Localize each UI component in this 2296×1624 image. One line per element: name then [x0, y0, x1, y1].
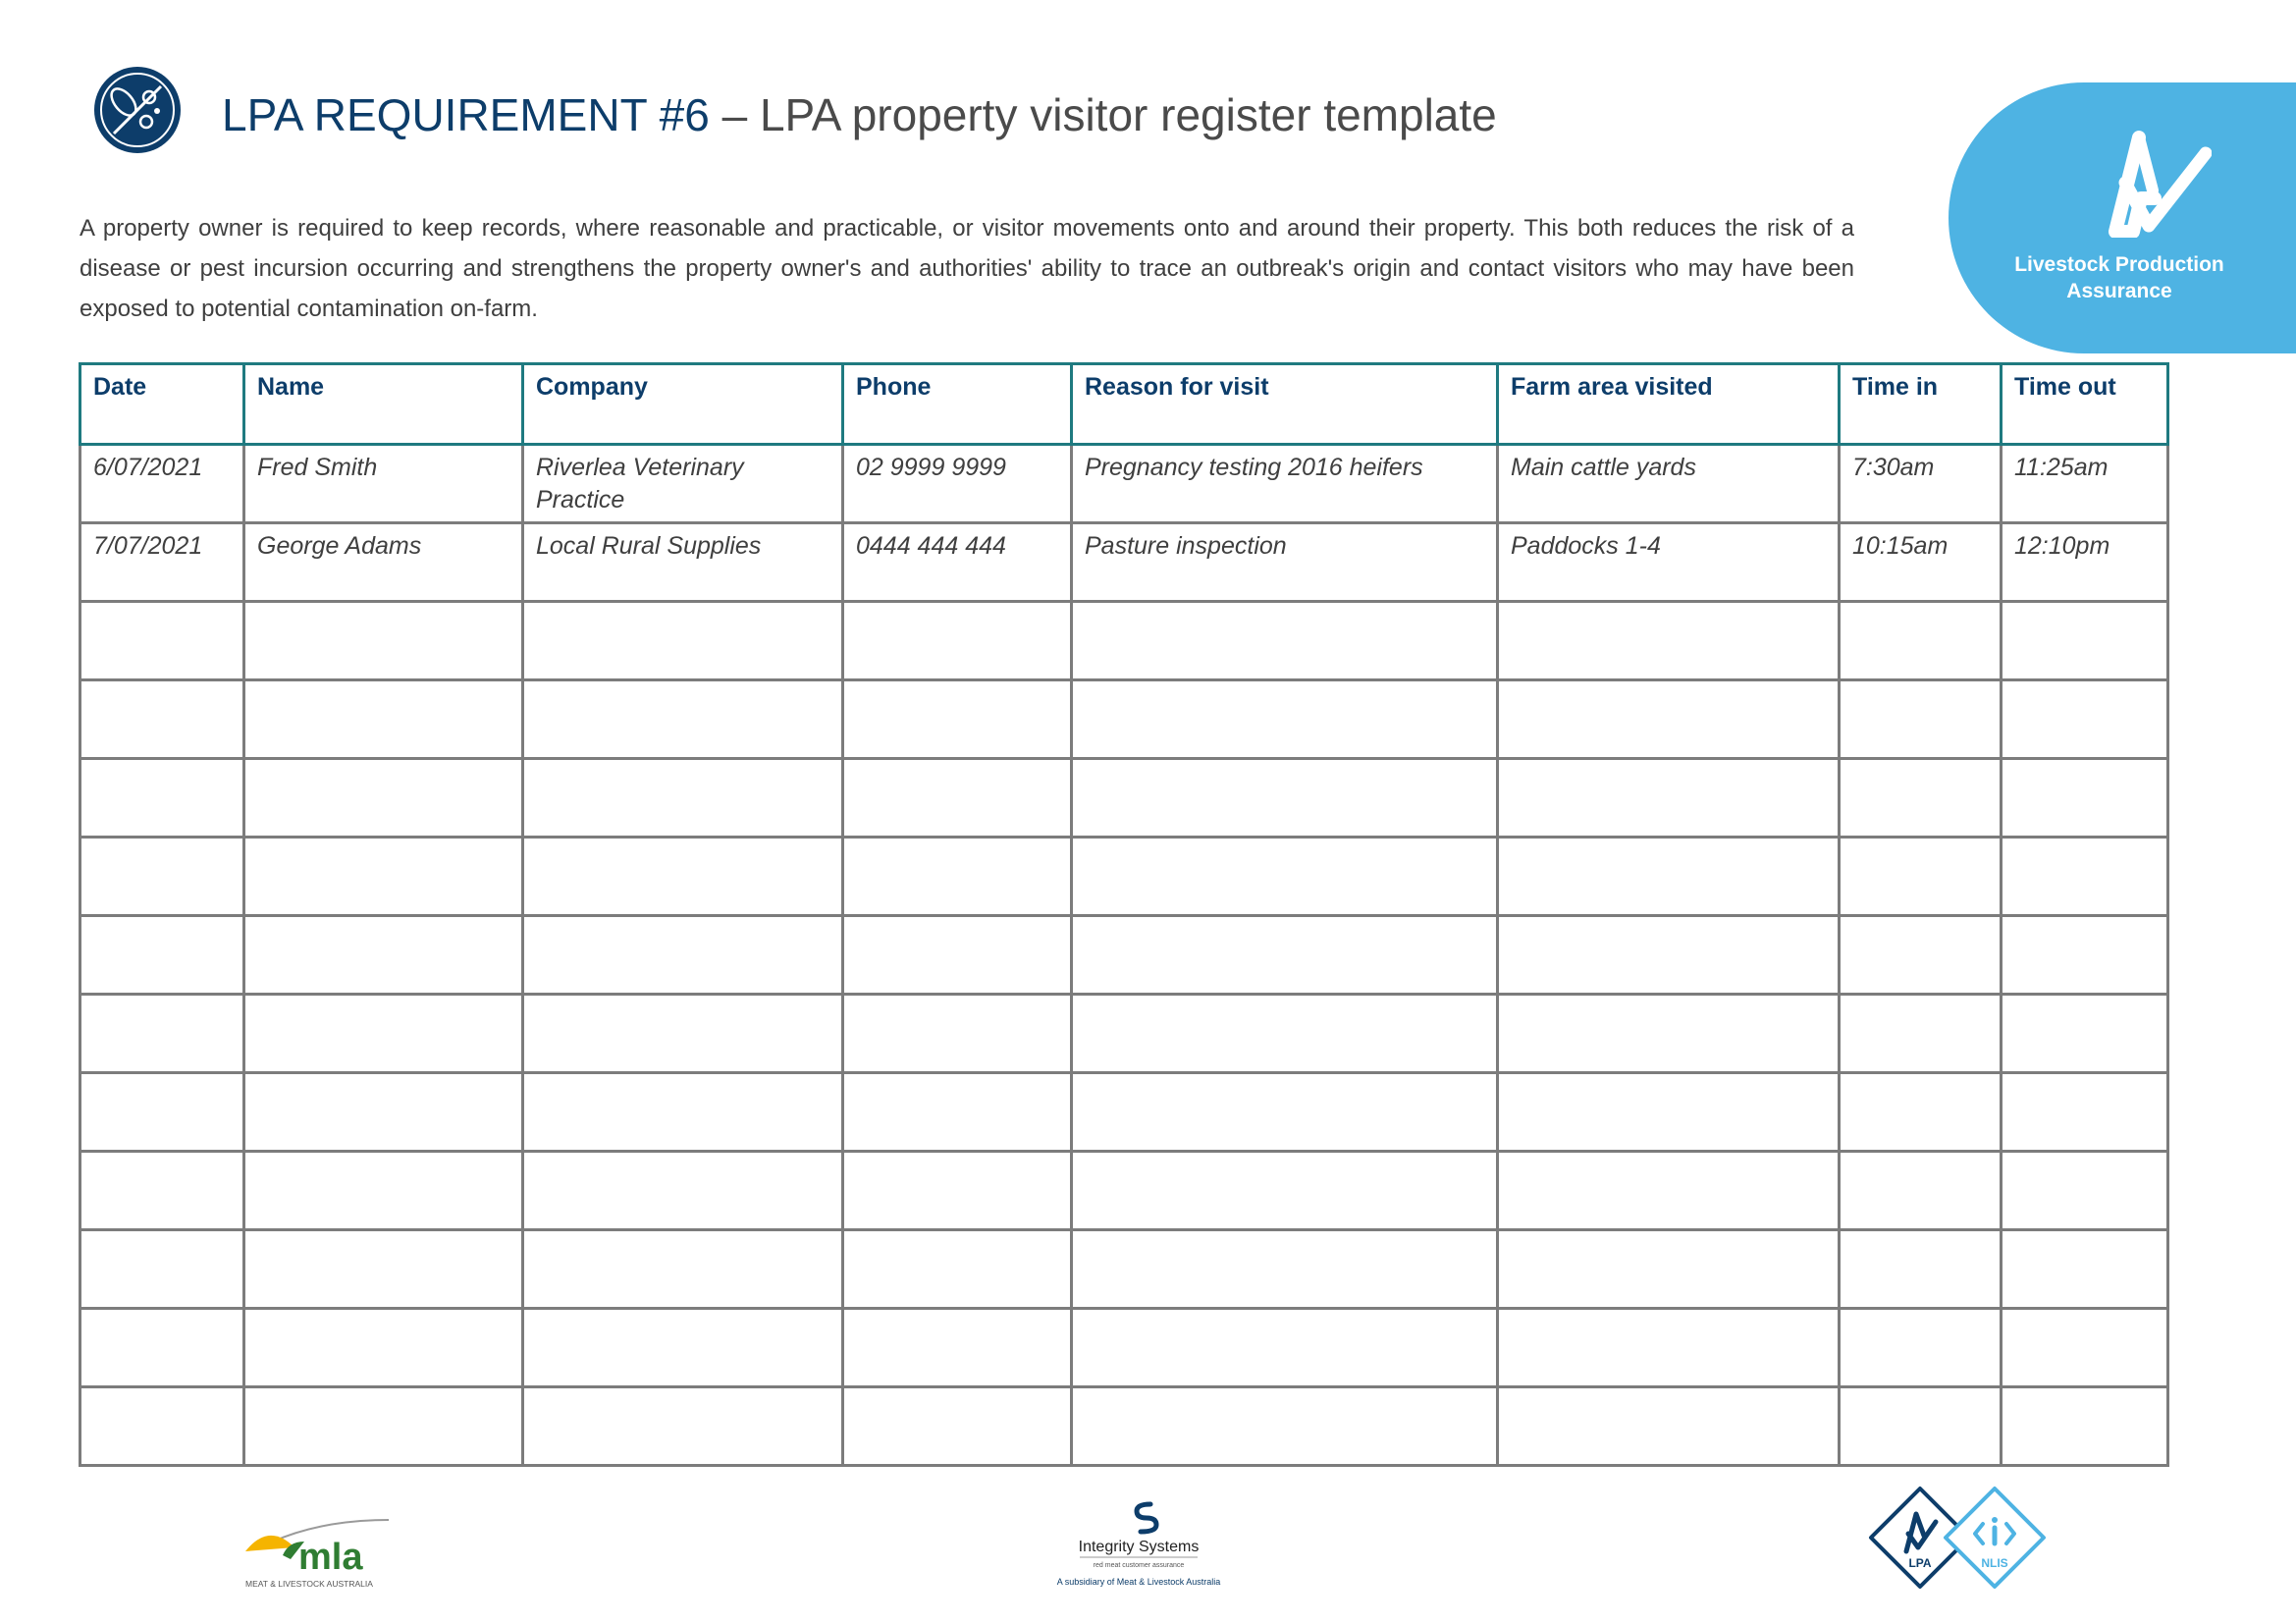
column-header-name: Name	[244, 364, 523, 445]
cell-time-out: 12:10pm	[2002, 523, 2168, 602]
cell-farm-area	[1498, 838, 1840, 916]
intro-paragraph: A property owner is required to keep records, where reasonable and practicable, or visitor movements onto and around their property. This both reduces the risk of a disease or pest incursion occurring and strengthens the property owner's and authorities' ability to trace an outbreak's origin and contact visitors who may have been exposed to potential contamination on-farm.	[80, 215, 1854, 322]
visitor-register-table	[79, 362, 2169, 1467]
cell-time-out	[2002, 759, 2168, 838]
mla-logo	[243, 1512, 393, 1591]
cell-time-out	[2002, 916, 2168, 995]
cell-name	[244, 1230, 523, 1309]
integrity-subsidiary: A subsidiary of Meat & Livestock Australia	[1056, 1577, 1221, 1587]
cell-farm-area	[1498, 1387, 1840, 1466]
cell-reason	[1072, 680, 1498, 759]
badge-line-1: Livestock Production	[2014, 253, 2224, 276]
cell-name	[244, 916, 523, 995]
cell-name	[244, 680, 523, 759]
biosecurity-icon	[92, 65, 183, 155]
column-header-time-in: Time in	[1840, 364, 2002, 445]
cell-company	[523, 838, 843, 916]
cell-time-out	[2002, 1309, 2168, 1387]
cell-reason	[1072, 916, 1498, 995]
column-header-date: Date	[80, 364, 244, 445]
cell-farm-area	[1498, 602, 1840, 680]
nlis-label: NLIS	[1981, 1556, 2008, 1570]
cell-phone	[843, 916, 1072, 995]
table-row	[80, 838, 2168, 916]
integrity-systems-logo	[1041, 1498, 1237, 1593]
table-row	[80, 1309, 2168, 1387]
cell-phone	[843, 1152, 1072, 1230]
cell-date	[80, 916, 244, 995]
cell-farm-area	[1498, 680, 1840, 759]
cell-name: Fred Smith	[244, 445, 523, 523]
lpa-label: LPA	[1908, 1556, 1932, 1570]
cell-time-in	[1840, 1309, 2002, 1387]
column-header-farm-area: Farm area visited	[1498, 364, 1840, 445]
cell-phone: 0444 444 444	[843, 523, 1072, 602]
cell-reason	[1072, 995, 1498, 1073]
cell-phone	[843, 680, 1072, 759]
table-row	[80, 995, 2168, 1073]
cell-phone	[843, 759, 1072, 838]
cell-date	[80, 1387, 244, 1466]
cell-reason	[1072, 1152, 1498, 1230]
cell-farm-area: Paddocks 1-4	[1498, 523, 1840, 602]
cell-company	[523, 602, 843, 680]
table-row	[80, 916, 2168, 995]
integrity-tagline: red meat customer assurance	[1093, 1562, 1185, 1569]
cell-name	[244, 838, 523, 916]
cell-time-in	[1840, 1152, 2002, 1230]
cell-time-out	[2002, 838, 2168, 916]
cell-time-in	[1840, 680, 2002, 759]
cell-company	[523, 680, 843, 759]
cell-reason	[1072, 1309, 1498, 1387]
cell-phone: 02 9999 9999	[843, 445, 1072, 523]
cell-date	[80, 995, 244, 1073]
cell-phone	[843, 995, 1072, 1073]
cell-phone	[843, 1309, 1072, 1387]
cell-time-out	[2002, 1073, 2168, 1152]
mla-caption: MEAT & LIVESTOCK AUSTRALIA	[245, 1579, 373, 1589]
cell-date	[80, 838, 244, 916]
page-title	[222, 86, 1497, 143]
cell-date: 7/07/2021	[80, 523, 244, 602]
cell-date	[80, 1230, 244, 1309]
column-header-reason: Reason for visit	[1072, 364, 1498, 445]
cell-phone	[843, 602, 1072, 680]
cell-farm-area	[1498, 916, 1840, 995]
cell-time-in	[1840, 838, 2002, 916]
cell-company	[523, 759, 843, 838]
mla-wordmark: mla	[298, 1537, 363, 1578]
cell-name	[244, 1309, 523, 1387]
cell-time-out	[2002, 1152, 2168, 1230]
requirement-label: LPA REQUIREMENT #6	[222, 89, 710, 140]
cell-farm-area	[1498, 1230, 1840, 1309]
cell-time-out	[2002, 1230, 2168, 1309]
cell-reason	[1072, 1230, 1498, 1309]
column-header-company: Company	[523, 364, 843, 445]
cell-farm-area	[1498, 1073, 1840, 1152]
cell-company	[523, 1152, 843, 1230]
column-header-phone: Phone	[843, 364, 1072, 445]
cell-time-in	[1840, 759, 2002, 838]
cell-phone	[843, 838, 1072, 916]
cell-company	[523, 1230, 843, 1309]
cell-reason	[1072, 1387, 1498, 1466]
lpa-tick-icon	[2104, 130, 2212, 238]
cell-time-out	[2002, 995, 2168, 1073]
cell-reason	[1072, 759, 1498, 838]
column-header-time-out: Time out	[2002, 364, 2168, 445]
template-subtitle: – LPA property visitor register template	[721, 89, 1497, 140]
cell-farm-area	[1498, 1152, 1840, 1230]
cell-farm-area	[1498, 1309, 1840, 1387]
cell-time-in	[1840, 1387, 2002, 1466]
cell-name	[244, 1152, 523, 1230]
cell-reason	[1072, 602, 1498, 680]
cell-name	[244, 602, 523, 680]
cell-date	[80, 680, 244, 759]
cell-time-in	[1840, 916, 2002, 995]
cell-time-in: 7:30am	[1840, 445, 2002, 523]
cell-company	[523, 995, 843, 1073]
cell-time-out	[2002, 680, 2168, 759]
table-row	[80, 523, 2168, 602]
cell-time-in	[1840, 1073, 2002, 1152]
cell-reason: Pasture inspection	[1072, 523, 1498, 602]
table-row	[80, 1152, 2168, 1230]
table-row	[80, 1073, 2168, 1152]
cell-reason	[1072, 1073, 1498, 1152]
table-row	[80, 759, 2168, 838]
table-row	[80, 602, 2168, 680]
cell-name	[244, 995, 523, 1073]
table-row	[80, 445, 2168, 523]
integrity-name: Integrity Systems	[1078, 1539, 1200, 1555]
cell-time-in	[1840, 602, 2002, 680]
badge-line-2: Assurance	[2066, 280, 2172, 302]
cell-company	[523, 1073, 843, 1152]
cell-name	[244, 1073, 523, 1152]
cell-reason: Pregnancy testing 2016 heifers	[1072, 445, 1498, 523]
cell-name	[244, 759, 523, 838]
cell-date	[80, 602, 244, 680]
cell-farm-area	[1498, 759, 1840, 838]
table-row	[80, 680, 2168, 759]
cell-time-in	[1840, 995, 2002, 1073]
cell-date	[80, 1152, 244, 1230]
cell-company: Local Rural Supplies	[523, 523, 843, 602]
cell-time-in: 10:15am	[1840, 523, 2002, 602]
cell-company	[523, 916, 843, 995]
table-row	[80, 1230, 2168, 1309]
cell-phone	[843, 1387, 1072, 1466]
lpa-badge-text	[1980, 251, 2259, 304]
cell-date	[80, 1073, 244, 1152]
cell-reason	[1072, 838, 1498, 916]
lpa-nlis-logo	[1867, 1485, 2048, 1591]
cell-company: Riverlea Veterinary Practice	[523, 445, 843, 523]
cell-date: 6/07/2021	[80, 445, 244, 523]
cell-company	[523, 1387, 843, 1466]
table-row	[80, 1387, 2168, 1466]
cell-name	[244, 1387, 523, 1466]
cell-time-out: 11:25am	[2002, 445, 2168, 523]
cell-farm-area	[1498, 995, 1840, 1073]
cell-time-in	[1840, 1230, 2002, 1309]
cell-company	[523, 1309, 843, 1387]
cell-name: George Adams	[244, 523, 523, 602]
cell-farm-area: Main cattle yards	[1498, 445, 1840, 523]
cell-phone	[843, 1073, 1072, 1152]
table-header-row	[80, 364, 2168, 445]
cell-date	[80, 759, 244, 838]
cell-time-out	[2002, 1387, 2168, 1466]
lpa-badge	[1949, 82, 2296, 353]
cell-phone	[843, 1230, 1072, 1309]
cell-date	[80, 1309, 244, 1387]
cell-time-out	[2002, 602, 2168, 680]
